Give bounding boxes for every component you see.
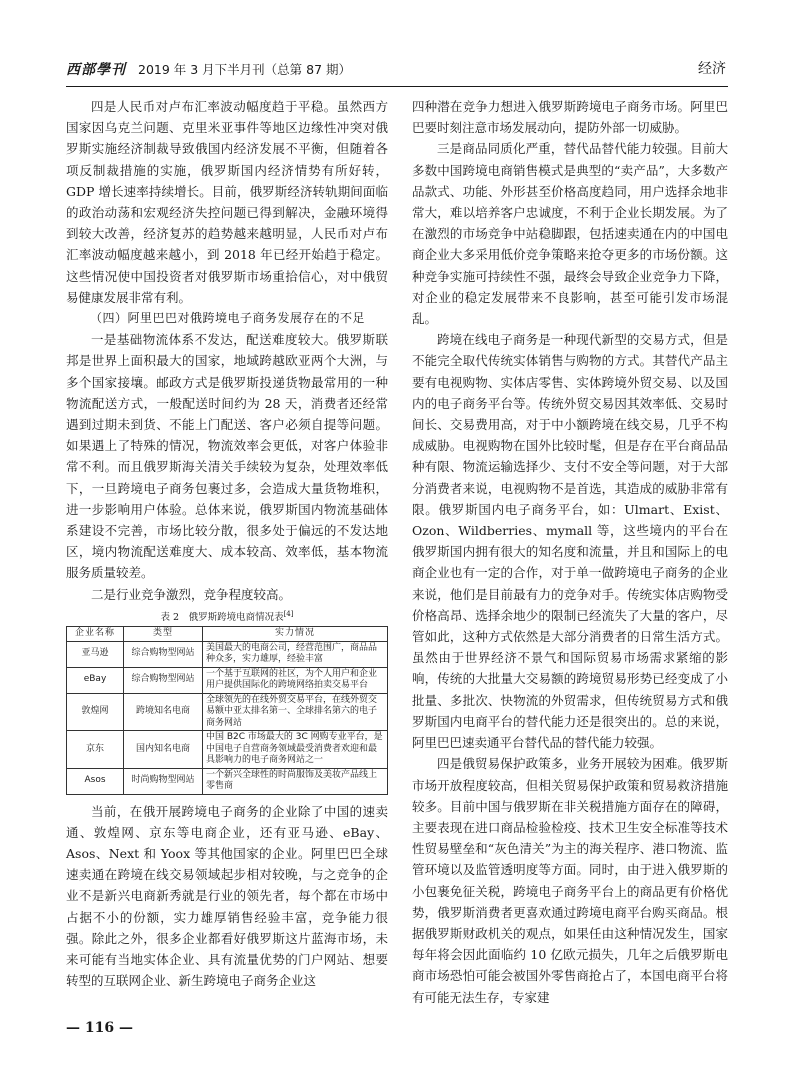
journal-name: 西部學刊 <box>66 62 126 78</box>
section-label: 经济 <box>698 61 726 77</box>
paragraph-continued: 四种潜在竞争力想进入俄罗斯跨境电子商务市场。阿里巴巴要时刻注意市场发展动向，提防外部一切威胁。 <box>412 99 728 136</box>
table-row <box>67 768 388 794</box>
type-cell: 跨境知名电商 <box>124 693 203 731</box>
table-caption <box>66 606 388 626</box>
company-cell: Asos <box>67 768 124 794</box>
strength-cell: 全球领先的在线外贸交易平台，在线外贸交易额中亚太排名第一、全球排名第六的电子商务网站 <box>203 693 388 731</box>
company-cell: 敦煌网 <box>67 693 124 731</box>
table-row <box>67 667 388 693</box>
company-cell: 亚马逊 <box>67 641 124 667</box>
table-row <box>67 641 388 667</box>
paragraph-homogenization: 三是商品同质化严重，替代品替代能力较强。目前大多数中国跨境电商销售模式是典型的“卖产品”，大多数产品款式、功能、外形甚至价格高度趋同，用户选择余地非常大，难以培养客户忠诚度，不利于企业长期发展。为了在激烈的市场竞争中站稳脚跟，包括速卖通在内的中国电商企业大多采用低价竞争策略来抢夺更多的市场份额。这种竞争实施可持续性不强，最终会导致企业竞争力下降，对企业的稳定发展带来不良影响，甚至可能引发市场混乱。 <box>412 141 728 327</box>
competitor-table <box>66 626 388 795</box>
type-cell: 国内知名电商 <box>124 731 203 769</box>
strength-cell: 一个基于互联网的社区，为个人用户和企业用户提供国际化的跨境网络拍卖交易平台 <box>203 667 388 693</box>
paragraph-market-competitors: 当前，在俄开展跨境电子商务的企业除了中国的速卖通、敦煌网、京东等电商企业，还有亚马逊、eBay、Asos、Next 和 Yoox 等其他国家的企业。阿里巴巴全球速卖通在跨境在线交易领域起步相对较晚，与之竞争的企业不是新兴电商新秀就是行业的领先者，每个都在市场中占据不小的份额，实力雄厚销售经验丰富，竞争能力很强。除此之外，很多企业都看好俄罗斯这片蓝海市场，未来可能有当地实体企业、具有流量优势的门户网站、想要转型的互联网企业、新生跨境电子商务企业这 <box>66 803 388 989</box>
company-cell: 京东 <box>67 731 124 769</box>
paragraph-rmb-exchange: 四是人民币对卢布汇率波动幅度趋于平稳。虽然西方国家因乌克兰问题、克里米亚事件等地区边缘性冲突对俄罗斯实施经济制裁导致俄国内经济发展不平衡，但随着各项反制裁措施的实施，俄罗斯国内经济情势有所好转，GDP 增长速率持续增长。目前，俄罗斯经济转轨期间面临的政治动荡和宏观经济失控问题已得到解决，金融环境得到较大改善，经济复苏的趋势越来越明显，人民币对卢布汇率波动幅度越来越小，到 2018 年已经开始趋于稳定。这些情况使中国投资者对俄罗斯市场重拾信心，对中俄贸易健康发展非常有利。 <box>66 99 388 305</box>
left-column <box>66 96 388 991</box>
table-header-cell: 企业名称 <box>67 627 124 642</box>
paragraph-competition: 二是行业竞争激烈，竞争程度较高。 <box>91 586 292 602</box>
table-header-cell: 类型 <box>124 627 203 642</box>
table-header-row <box>67 627 388 642</box>
company-cell: eBay <box>67 667 124 693</box>
paragraph-substitutes: 跨境在线电子商务是一种现代新型的交易方式，但是不能完全取代传统实体销售与购物的方式。其替代产品主要有电视购物、实体店零售、实体跨境外贸交易、以及国内的电子商务平台等。传统外贸交易因其效率低、交易时间长、交易费用高，对于中小额跨境在线交易，几乎不构成威胁。电视购物在国外比较时髦，但是存在平台商品品种有限、物流运输选择少、支付不安全等问题，对于大部分消费者来说，电视购物不是首选，其造成的威胁非常有限。俄罗斯国内电子商务平台，如：Ulmart、Exist、Ozon、Wildberries、mymall 等，这些境内的平台在俄罗斯国内拥有很大的知名度和流量，并且和国际上的电商企业也有一定的合作，对于单一做跨境电子商务的企业来说，他们是目前最有力的竞争对手。传统实体店购物受价格高昂、选择余地少的限制已经流失了大量的客户，尽管如此，这种方式依然是大部分消费者的日常生活方式。虽然由于世界经济不景气和国际贸易市场需求紧缩的影响，传统的大批量大交易额的跨境贸易形势已经变成了小批量、多批次、快物流的外贸需求，但传统贸易方式和俄罗斯国内电商平台的替代能力还是很突出的。总的来说，阿里巴巴速卖通平台替代品的替代能力较强。 <box>412 332 728 751</box>
table-caption-text: 表 2 俄罗斯跨境电商情况表 <box>160 612 284 624</box>
page-number: — 116 — <box>66 1020 133 1036</box>
subsection-heading: （四）阿里巴巴对俄跨境电子商务发展存在的不足 <box>90 311 366 326</box>
table-row <box>67 693 388 731</box>
type-cell: 综合购物型网站 <box>124 641 203 667</box>
strength-cell: 中国 B2C 市场最大的 3C 网购专业平台，是中国电子自营商务领域最受消费者欢迎和最具影响力的电子商务网站之一 <box>203 731 388 769</box>
issue-info: 2019 年 3 月下半月刊（总第 87 期） <box>138 62 352 77</box>
paragraph-trade-protection: 四是俄贸易保护政策多，业务开展较为困难。俄罗斯市场开放程度较高，但相关贸易保护政策和贸易救济措施较多。目前中国与俄罗斯在非关税措施方面存在的障碍，主要表现在进口商品检验检疫、技术卫生安全标准等技术性贸易壁垒和“灰色清关”为主的海关程序、港口物流、监管环境以及监管透明度等方面。同时，由于进入俄罗斯的小包裹免征关税，跨境电子商务平台上的商品更有价格优势，俄罗斯消费者更喜欢通过跨境电商平台购买商品。根据俄罗斯财政机关的观点，如果任由这种情况发生，国家每年将会因此面临约 10 亿欧元损失，几年之后俄罗斯电商市场恐怕可能会被国外零售商抢占了，本国电商平台将有可能无法生存，专家建 <box>412 756 728 1005</box>
page-header <box>66 55 728 79</box>
table-caption-ref: [4] <box>283 609 294 618</box>
right-column <box>412 96 728 1008</box>
table-header-cell: 实力情况 <box>203 627 388 642</box>
strength-cell: 一个新兴全球性的时尚服饰及美妆产品线上零售商 <box>203 768 388 794</box>
header-divider <box>66 86 728 87</box>
strength-cell: 美国最大的电商公司，经营范围广，商品品种众多，实力雄厚，经验丰富 <box>203 641 388 667</box>
table-row <box>67 731 388 769</box>
type-cell: 时尚购物型网站 <box>124 768 203 794</box>
paragraph-logistics: 一是基础物流体系不发达，配送难度较大。俄罗斯联邦是世界上面积最大的国家，地域跨越欧亚两个大洲，与多个国家接壤。邮政方式是俄罗斯投递货物最常用的一种物流配送方式，一般配送时间约为 28 天，消费者还经常遇到过期未到货、不能上门配送、客户必须自提等问题。如果遇上了特殊的情况，物流效率会更低，对客户体验非常不利。而且俄罗斯海关清关手续较为复杂，处理效率低下，一旦跨境电子商务包裹过多，会造成大量货物堆积，进一步影响用户体验。总体来说，俄罗斯国内物流基础体系建设不完善，市场比较分散，很多处于偏远的不发达地区，境内物流配送难度大、成本较高、效率低，基本物流服务质量较差。 <box>66 332 388 581</box>
type-cell: 综合购物型网站 <box>124 667 203 693</box>
